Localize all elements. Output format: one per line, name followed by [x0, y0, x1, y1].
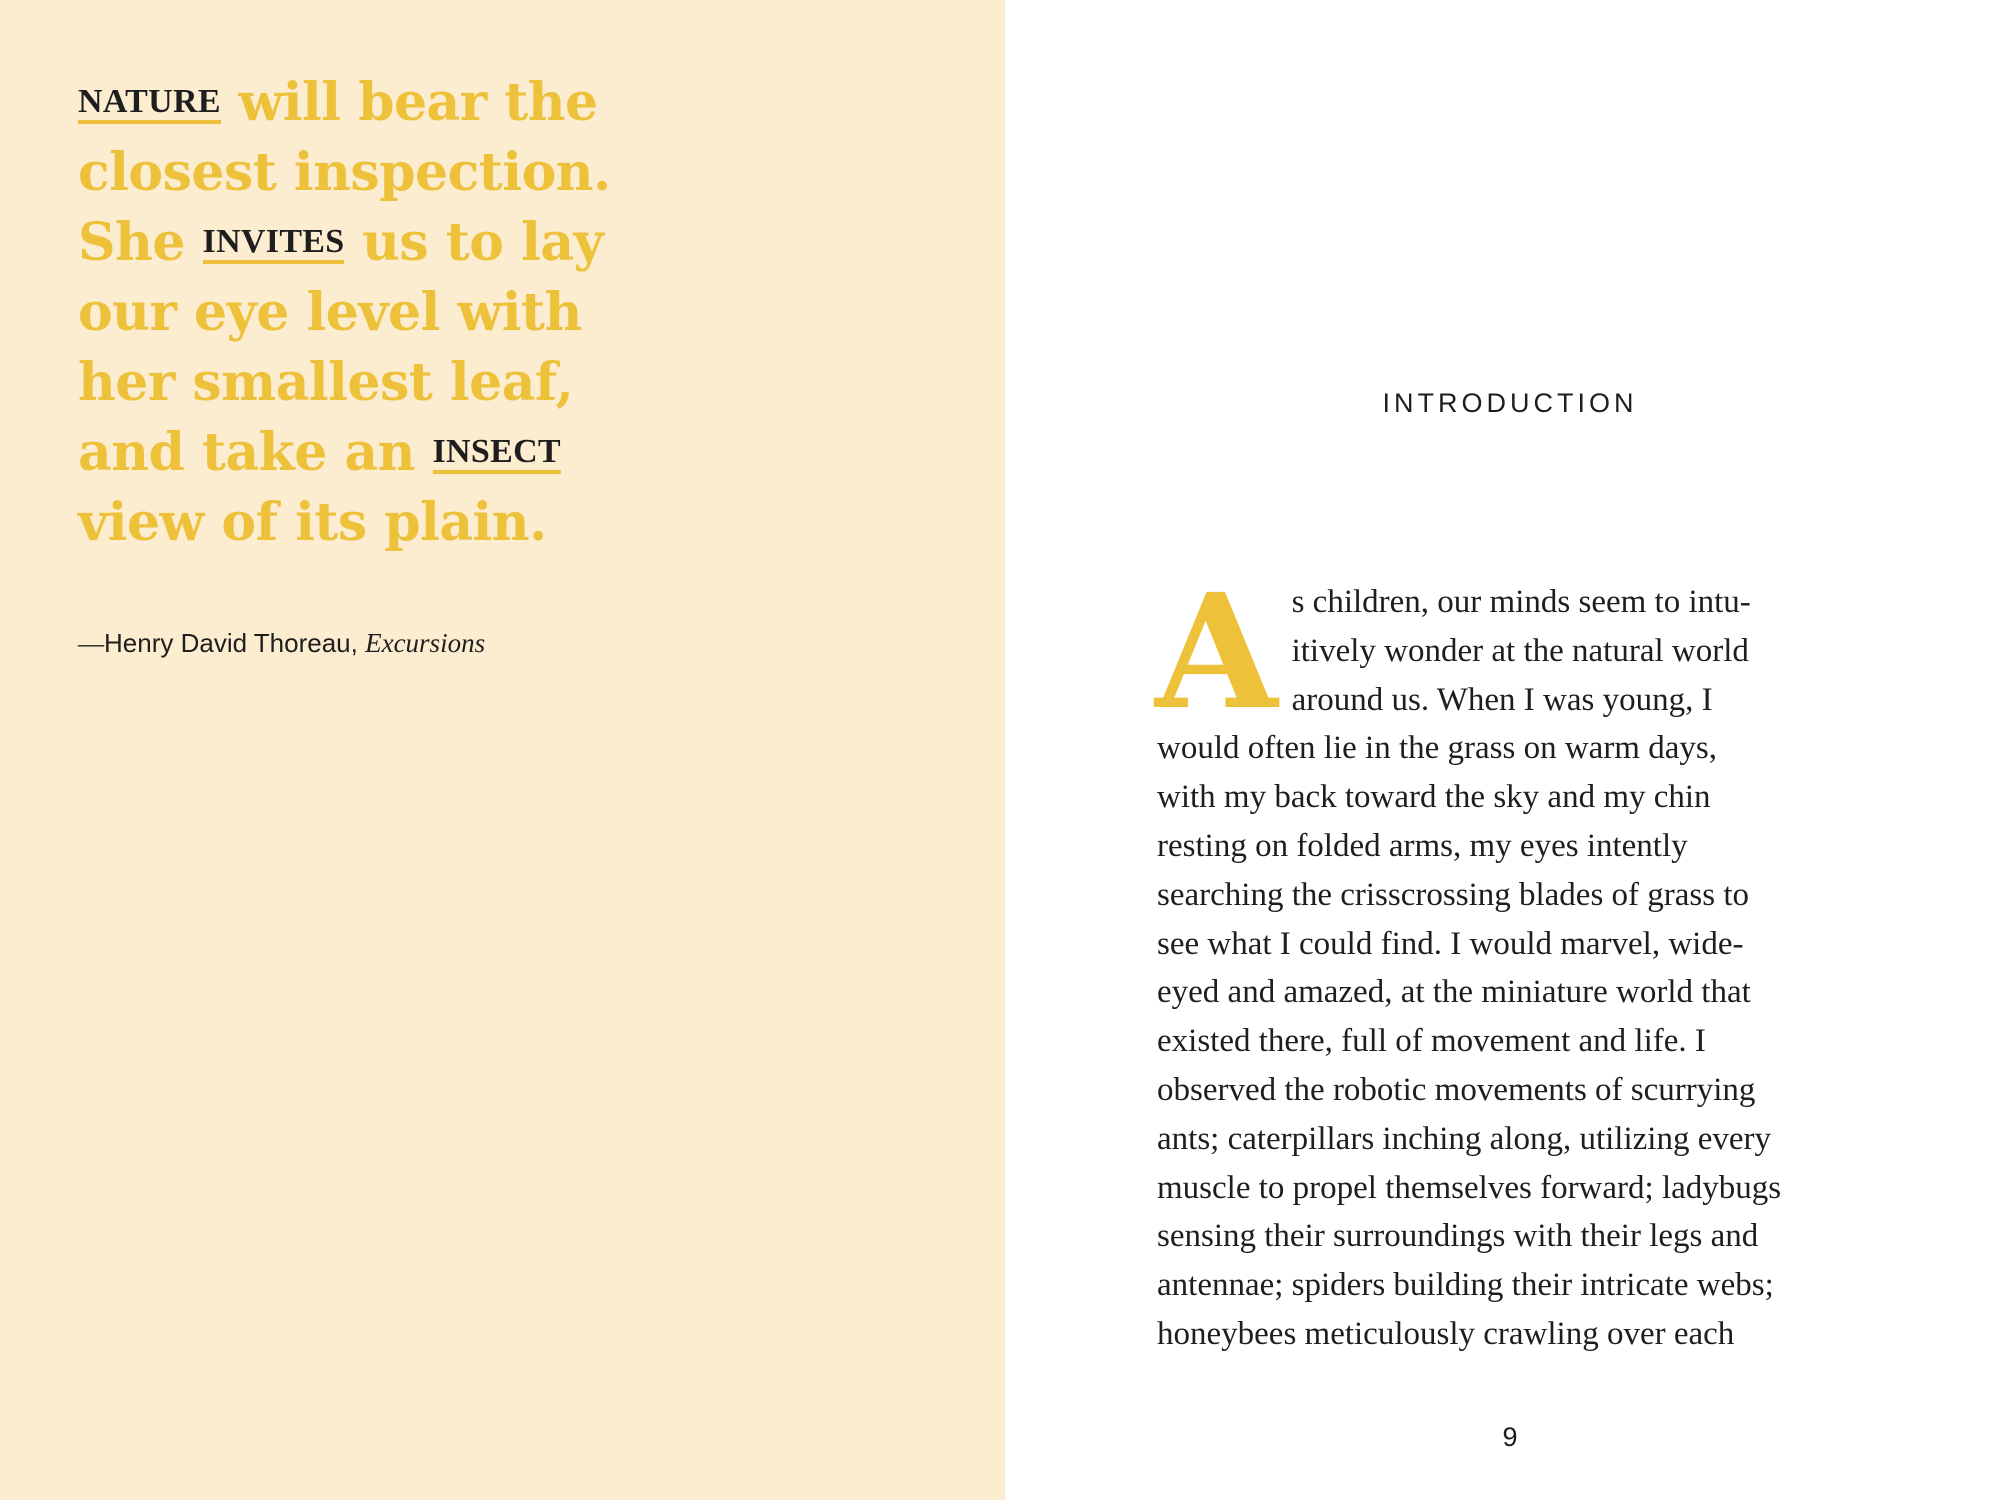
right-page — [1005, 0, 2000, 1500]
attribution-author: Henry David Thoreau, — [104, 628, 366, 658]
quote-line-6-pre: and take an — [78, 422, 433, 483]
chapter-heading: INTRODUCTION — [1382, 388, 1638, 418]
body-line: muscle to propel themselves forward; ladybugs — [1157, 1169, 1782, 1206]
epigraph-quote — [78, 68, 798, 558]
quote-line-7: view of its plain. — [78, 492, 547, 553]
quote-line-1 — [78, 68, 798, 138]
body-line: see what I could find. I would marvel, wide- — [1157, 925, 1744, 962]
body-line: ants; caterpillars inching along, utilizing every — [1157, 1120, 1771, 1157]
body-line: eyed and amazed, at the miniature world that — [1157, 974, 1751, 1011]
quote-line-6 — [78, 418, 798, 488]
quote-attribution — [78, 628, 485, 659]
body-line: honeybees meticulously crawling over each — [1157, 1315, 1735, 1352]
keyword-insect: INSECT — [433, 433, 561, 474]
page-number: 9 — [1502, 1422, 1518, 1452]
body-line: itively wonder at the natural world — [1291, 632, 1749, 669]
body-paragraph — [1155, 560, 1897, 1359]
body-line: antennae; spiders building their intricate webs; — [1157, 1267, 1774, 1304]
body-line: around us. When I was young, I — [1291, 681, 1713, 718]
quote-line-2: closest inspection. — [78, 142, 611, 203]
body-line: searching the crisscrossing blades of grass to — [1157, 876, 1750, 913]
quote-line-3-post: us to lay — [344, 212, 604, 273]
drop-cap: A — [1155, 560, 1278, 745]
keyword-nature: NATURE — [78, 83, 221, 124]
attribution-work-title: Excursions — [365, 628, 486, 658]
body-line: observed the robotic movements of scurrying — [1157, 1071, 1756, 1108]
body-line: would often lie in the grass on warm days, — [1157, 730, 1717, 767]
body-line: existed there, full of movement and life. I — [1157, 1023, 1706, 1060]
body-line: s children, our minds seem to intu- — [1291, 584, 1751, 620]
body-line: resting on folded arms, my eyes intently — [1157, 827, 1688, 864]
quote-line-3-pre: She — [78, 212, 203, 273]
quote-line-3 — [78, 208, 798, 278]
keyword-invites: INVITES — [203, 223, 345, 264]
quote-line-5: her smallest leaf, — [78, 352, 574, 413]
quote-line-1-text: will bear the — [220, 72, 598, 133]
body-line: sensing their surroundings with their legs and — [1157, 1218, 1759, 1255]
quote-line-4: our eye level with — [78, 282, 582, 343]
attribution-dash: — — [78, 629, 104, 658]
body-line: with my back toward the sky and my chin — [1157, 779, 1711, 816]
